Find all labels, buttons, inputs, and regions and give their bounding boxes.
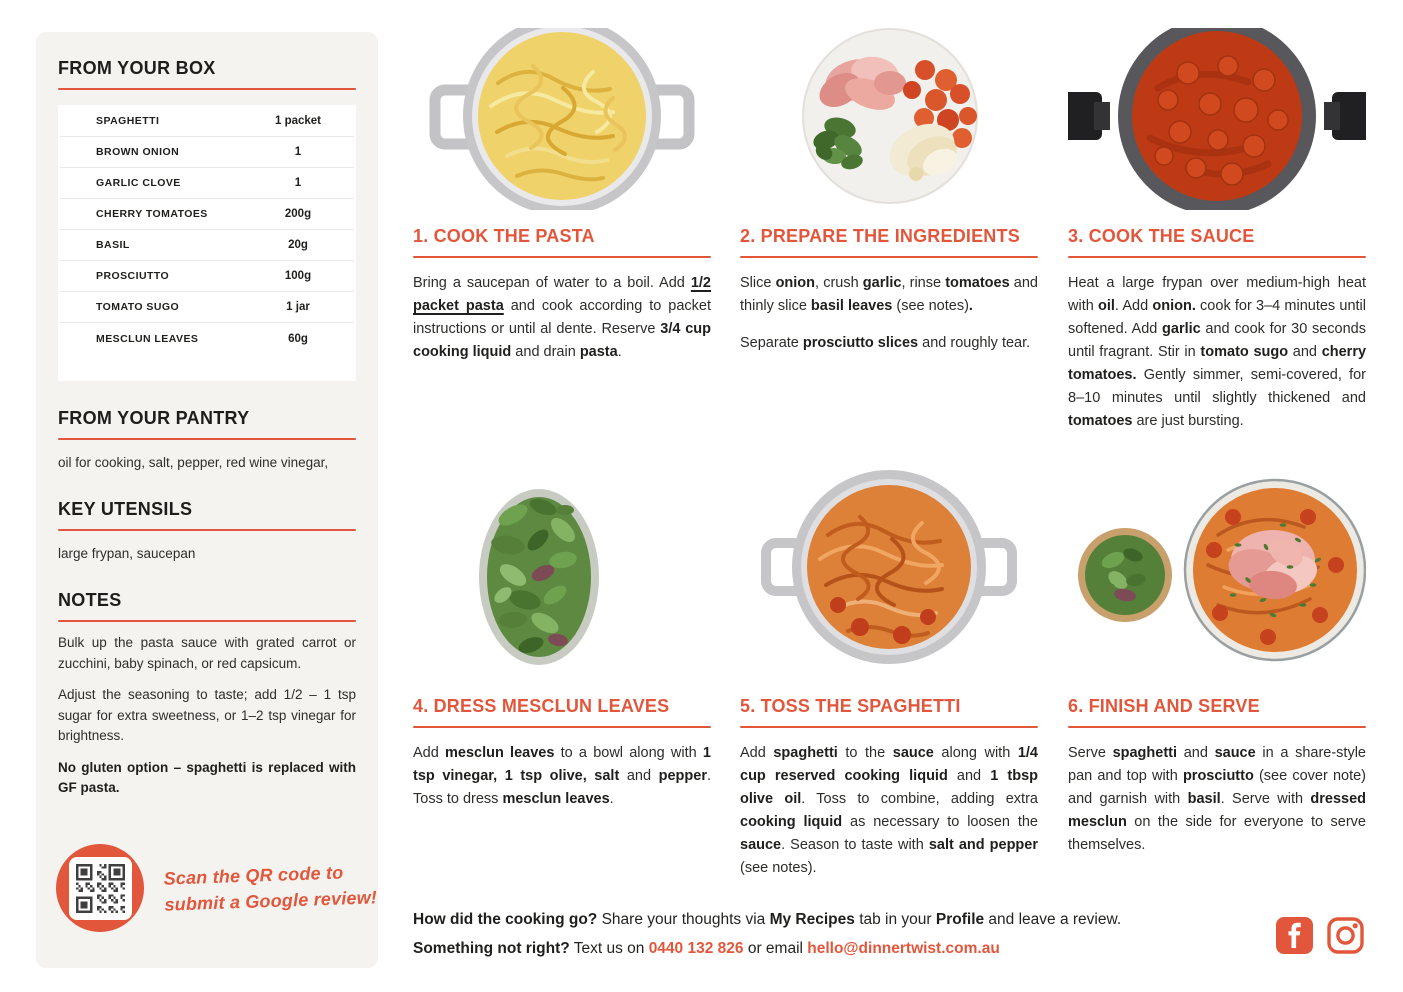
- pantry-title: FROM YOUR PANTRY: [58, 408, 250, 428]
- ingredient-qty: 1: [294, 177, 302, 189]
- table-row: [60, 323, 354, 354]
- ingredient-table: [58, 105, 356, 381]
- step-5-toss-the-spaghetti: [740, 455, 1038, 880]
- step-instructions: Add mesclun leaves to a bowl along with 1 tsp vinegar, 1 tsp olive, salt and pepper. Toss to dress mesclun leaves.: [413, 745, 712, 807]
- instagram-icon[interactable]: [1326, 916, 1365, 955]
- ingredient-name: PROSCIUTTO: [96, 270, 170, 282]
- ingredient-qty: 60g: [288, 332, 308, 345]
- photo-tossed-spaghetti-pot: [740, 455, 1038, 680]
- pantry-section: [58, 408, 356, 472]
- step-1-cook-the-pasta: [413, 28, 711, 364]
- note-paragraph: Bulk up the pasta sauce with grated carrot or zucchini, baby spinach, or red capsicum.: [58, 635, 356, 671]
- step-6-finish-and-serve: [1068, 455, 1366, 857]
- section-rule: [58, 438, 356, 440]
- from-your-box-title: FROM YOUR BOX: [58, 58, 216, 78]
- pantry-text: oil for cooking, salt, pepper, red wine vinegar,: [58, 455, 329, 470]
- step-instructions: Add spaghetti to the sauce along with 1/4 cup reserved cooking liquid and 1 tbsp olive oil. Toss to combine, adding extra cooking liquid as necessary to loosen the sauce. Season to taste with salt and pepper (see notes).: [740, 745, 1038, 876]
- facebook-icon[interactable]: [1276, 917, 1313, 954]
- ingredient-name: BROWN ONION: [96, 146, 180, 158]
- qr-caption-line1: Scan the QR code to: [163, 862, 344, 889]
- google-review-qr-block: [56, 844, 377, 932]
- section-rule: [58, 88, 356, 90]
- table-row: [60, 137, 354, 168]
- footer-review-line: How did the cooking go? Share your thoughts via My Recipes tab in your Profile and leave a review.: [413, 911, 1122, 928]
- table-row: [60, 168, 354, 199]
- notes-section: [58, 590, 356, 799]
- table-row: [60, 230, 354, 261]
- qr-box: [69, 857, 132, 920]
- step-4-dress-mesclun-leaves: [413, 455, 711, 811]
- step-instructions: Bring a saucepan of water to a boil. Add 1/2 packet pasta and cook according to packet instructions or until al dente. Reserve 3/4 cup cooking liquid and drain pasta.: [413, 275, 712, 360]
- note-paragraph: Adjust the seasoning to taste; add 1/2 – 1 tsp sugar for extra sweetness, or 1–2 tsp vinegar for brightness.: [58, 687, 356, 743]
- ingredient-qty: 20g: [288, 239, 308, 251]
- section-rule: [58, 620, 356, 622]
- ingredient-name: CHERRY TOMATOES: [96, 208, 208, 220]
- note-paragraph: No gluten option – spaghetti is replaced with GF pasta.: [58, 759, 356, 795]
- step-rule: [1068, 726, 1366, 728]
- social-icons: [1276, 916, 1365, 955]
- step-instructions: Slice onion, crush garlic, rinse tomatoes and thinly slice basil leaves (see notes).: [740, 275, 1038, 314]
- step-title: 3. COOK THE SAUCE: [1068, 226, 1255, 246]
- notes-title: NOTES: [58, 590, 122, 610]
- section-rule: [58, 529, 356, 531]
- sidebar: [36, 32, 378, 968]
- ingredient-name: GARLIC CLOVE: [96, 177, 181, 189]
- step-rule: [413, 726, 711, 728]
- step-title: 5. TOSS THE SPAGHETTI: [740, 696, 961, 716]
- step-rule: [740, 726, 1038, 728]
- ingredient-name: TOMATO SUGO: [96, 301, 180, 313]
- photo-serving-pan-and-salad: [1068, 455, 1366, 680]
- photo-mesclun-bowl: [413, 455, 711, 680]
- ingredient-name: MESCLUN LEAVES: [96, 332, 199, 345]
- step-2-prepare-the-ingredients: [740, 28, 1038, 355]
- table-row: [60, 261, 354, 292]
- table-row: [60, 292, 354, 323]
- ingredient-name: BASIL: [96, 239, 130, 251]
- step-rule: [740, 256, 1038, 258]
- footer-contact-line: Something not right? Text us on 0440 132 826 or email hello@dinnertwist.com.au: [413, 940, 1000, 957]
- ingredient-qty: 1: [294, 146, 302, 158]
- step-title: 4. DRESS MESCLUN LEAVES: [413, 696, 670, 716]
- step-instructions: Heat a large frypan over medium-high heat with oil. Add onion. cook for 3–4 minutes until softened. Add garlic and cook for 30 seconds until fragrant. Stir in tomato sugo and cherry tomatoes. Gently simmer, semi-covered, for 8–10 minutes until slightly thickened and tomatoes are just bursting.: [1068, 275, 1367, 429]
- utensils-text: large frypan, saucepan: [58, 546, 196, 561]
- step-rule: [413, 256, 711, 258]
- step-title: 6. FINISH AND SERVE: [1068, 696, 1260, 716]
- qr-caption: [163, 858, 377, 917]
- ingredient-qty: 1 packet: [274, 115, 322, 127]
- ingredient-qty: 200g: [284, 208, 312, 220]
- step-3-cook-the-sauce: [1068, 28, 1366, 433]
- photo-pot-of-cooked-spaghetti: [413, 28, 711, 210]
- utensils-section: [58, 499, 356, 563]
- table-row: [60, 106, 354, 137]
- qr-caption-line2: submit a Google review!: [164, 887, 378, 915]
- utensils-title: KEY UTENSILS: [58, 499, 193, 519]
- footer: [413, 905, 1208, 963]
- step-title: 2. PREPARE THE INGREDIENTS: [740, 226, 1020, 246]
- step-instructions: Serve spaghetti and sauce in a share-style pan and top with prosciutto (see cover note) and garnish with basil. Serve with dressed mesclun on the side for everyone to serve themselves.: [1068, 745, 1367, 853]
- photo-ingredients-plate: [740, 28, 1038, 210]
- qr-code-image: [76, 864, 125, 913]
- qr-circle-badge: [56, 844, 144, 932]
- step-rule: [1068, 256, 1366, 258]
- step-instructions: Separate prosciutto slices and roughly tear.: [740, 335, 1031, 351]
- ingredient-qty: 1 jar: [286, 301, 310, 313]
- ingredient-qty: 100g: [284, 270, 312, 282]
- table-row: [60, 199, 354, 230]
- photo-tomato-sauce-pan: [1068, 28, 1366, 210]
- ingredient-name: SPAGHETTI: [96, 115, 160, 127]
- step-title: 1. COOK THE PASTA: [413, 226, 595, 246]
